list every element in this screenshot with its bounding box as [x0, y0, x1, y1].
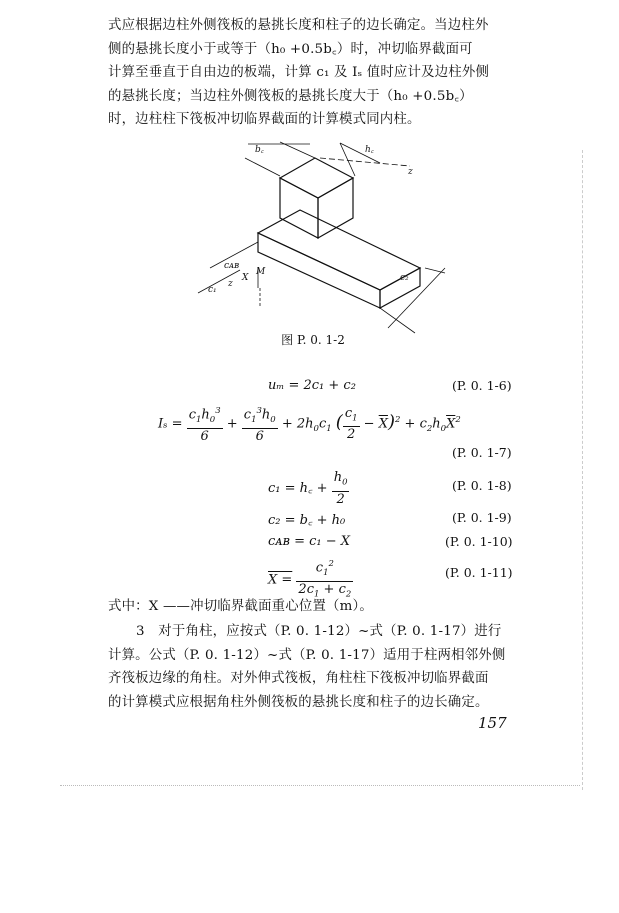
moment-label: M [256, 267, 266, 277]
equation-is: Iₛ = $\frac{c_1h_0^3}{6}$ + $\frac{c_1^3h_0}{6}$ + $2h_0c_1$ ( $\frac{c_1}{2}$ − $\overline{X})^2 + c_2h_0\overline{X}^2$ [158, 405, 461, 444]
c2-ext [380, 308, 415, 333]
equation-number: (P. 0. 1-8) [452, 478, 512, 493]
c1-dim [198, 270, 240, 293]
xbar-lhs: X = [268, 572, 293, 588]
text-line: 侧的悬挑长度小于或等于（h₀ +0.5b꜀）时，冲切临界截面可 [108, 41, 473, 57]
cab-label: cᴀʙ [224, 261, 240, 271]
equation-number: (P. 0. 1-10) [445, 534, 513, 549]
edge-column-diagram [150, 138, 470, 338]
paragraph-bottom [108, 620, 528, 714]
scan-bottom-line [60, 785, 580, 786]
equation-c1 [268, 470, 568, 507]
equation-number: (P. 0. 1-11) [445, 565, 513, 580]
equation-number: (P. 0. 1-6) [452, 378, 512, 393]
text-line: 3 对于角柱，应按式（P. 0. 1-12）~式（P. 0. 1-17）进行 [136, 624, 502, 639]
text-line: 计算。公式（P. 0. 1-12）~式（P. 0. 1-17）适用于柱两相邻外侧 [108, 647, 506, 663]
hc-dim-line [340, 143, 380, 163]
equation-c2: c₂ = b꜀ + h₀ [268, 513, 346, 528]
column-side-face [318, 178, 353, 238]
text-line: 计算至垂直于自由边的板端，计算 c₁ 及 Iₛ 值时应计及边柱外侧 [108, 65, 490, 80]
fraction: $\frac{h_0}{2}$ [333, 470, 348, 507]
z-label-left: z [228, 279, 233, 289]
bc-label: b꜀ [255, 145, 264, 155]
slab-top-face [258, 210, 420, 290]
bc-dim-ext-1 [245, 158, 280, 176]
c2-dim-line [388, 268, 445, 328]
fraction: $\frac{c_1h_0^3}{6}$ [188, 406, 221, 444]
x-bar-label: X [242, 273, 249, 283]
where-line: 式中：X ——冲切临界截面重心位置（m）。 [108, 599, 374, 614]
slab-front-face [258, 233, 380, 308]
equation-cab: cᴀʙ = c₁ − X [268, 534, 351, 549]
c2-label: c₂ [400, 273, 409, 283]
text-line: 式应根据边柱外侧筏板的悬挑长度和柱子的边长确定。当边柱外 [108, 18, 489, 33]
text-line: 时，边柱柱下筏板冲切临界截面的计算模式同内柱。 [108, 112, 421, 127]
text-line: 的计算模式应根据角柱外侧筏板的悬挑长度和柱子的边长确定。 [108, 694, 489, 710]
text-line: 齐筏板边缘的角柱。对外伸式筏板，角柱柱下筏板冲切临界截面 [108, 671, 489, 686]
page-number: 157 [478, 714, 507, 732]
column-front-face [280, 178, 318, 238]
z-axis-dashed [320, 158, 410, 166]
hc-label: h꜀ [365, 145, 374, 155]
equation-number: (P. 0. 1-7) [452, 445, 512, 460]
fraction: $\frac{c_1^2}{2c_1 + c_2}$ [298, 559, 352, 600]
fraction: $\frac{c_1}{2}$ [344, 405, 358, 443]
c1-label: c₁ [208, 285, 217, 295]
equation-number: (P. 0. 1-9) [452, 510, 512, 525]
fraction: $\frac{c_1^3h_0}{6}$ [243, 406, 276, 444]
c1-lhs: c₁ = h꜀ + [268, 480, 328, 496]
paragraph-top [108, 14, 528, 132]
z-label-right: z [408, 167, 413, 177]
text-line: 的悬挑长度；当边柱外侧筏板的悬挑长度大于（h₀ +0.5b꜀） [108, 88, 473, 104]
scan-edge-line [582, 150, 583, 790]
figure-caption: 图 P. 0. 1-2 [281, 333, 345, 347]
equation-um: uₘ = 2c₁ + c₂ [268, 378, 356, 393]
is-symbol: Iₛ [158, 416, 168, 432]
column-top-face [280, 158, 353, 198]
